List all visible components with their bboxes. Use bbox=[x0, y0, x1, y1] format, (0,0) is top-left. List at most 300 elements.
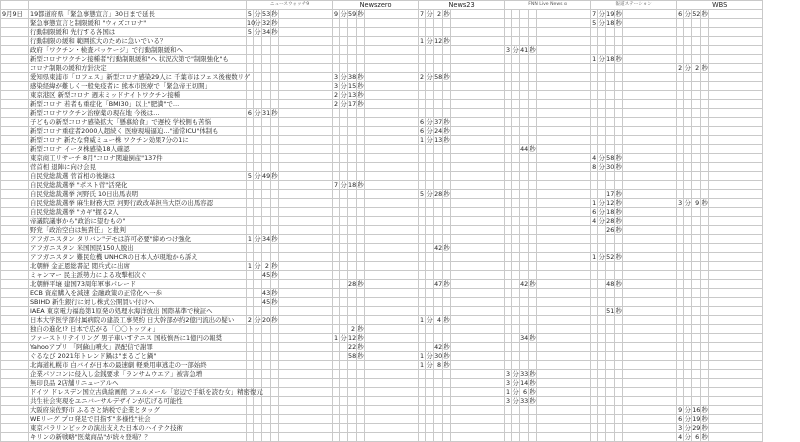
spacer-cell[interactable] bbox=[451, 226, 505, 235]
second-unit-cell[interactable]: 秒 bbox=[443, 127, 450, 135]
spacer-cell[interactable] bbox=[709, 397, 763, 406]
second-unit-cell[interactable] bbox=[443, 199, 451, 208]
minutes-cell[interactable] bbox=[247, 253, 254, 262]
spacer-cell[interactable] bbox=[537, 37, 591, 46]
minute-unit-cell[interactable] bbox=[512, 37, 520, 46]
minute-unit-cell[interactable] bbox=[598, 145, 606, 154]
seconds-cell[interactable] bbox=[348, 19, 357, 28]
spacer-cell[interactable] bbox=[537, 10, 591, 19]
seconds-cell[interactable] bbox=[434, 154, 443, 163]
spacer-cell[interactable] bbox=[451, 46, 505, 55]
minutes-cell[interactable] bbox=[505, 316, 512, 325]
seconds-cell[interactable] bbox=[262, 46, 271, 55]
spacer-cell[interactable] bbox=[537, 172, 591, 181]
spacer-cell[interactable] bbox=[279, 307, 333, 316]
minute-unit-cell[interactable] bbox=[598, 172, 606, 181]
second-unit-cell[interactable] bbox=[701, 325, 709, 334]
second-unit-cell[interactable] bbox=[357, 217, 365, 226]
second-unit-cell[interactable] bbox=[615, 73, 623, 82]
seconds-cell[interactable] bbox=[606, 145, 615, 154]
minute-unit-cell[interactable] bbox=[512, 226, 520, 235]
spacer-cell[interactable] bbox=[537, 109, 591, 118]
minutes-cell[interactable] bbox=[505, 433, 512, 442]
minute-unit-cell[interactable] bbox=[512, 217, 520, 226]
minutes-cell[interactable] bbox=[247, 145, 254, 154]
headline-cell[interactable]: IAEA 東京電力福島第1原発の処理水海洋放出 国際基準で検証へ bbox=[29, 307, 247, 316]
minute-unit-cell[interactable] bbox=[512, 55, 520, 64]
minutes-cell[interactable] bbox=[247, 64, 254, 73]
spacer-cell[interactable] bbox=[365, 379, 419, 388]
seconds-cell[interactable]: 48 bbox=[606, 280, 615, 288]
minutes-cell[interactable]: 1 bbox=[592, 253, 597, 261]
spacer-cell[interactable] bbox=[451, 109, 505, 118]
second-unit-cell[interactable] bbox=[271, 163, 279, 172]
seconds-cell[interactable] bbox=[262, 307, 271, 316]
second-unit-cell[interactable] bbox=[271, 145, 279, 154]
minute-unit-cell[interactable] bbox=[254, 352, 262, 361]
minutes-cell[interactable] bbox=[677, 334, 684, 343]
second-unit-cell[interactable] bbox=[443, 307, 451, 316]
second-unit-cell[interactable]: 秒 bbox=[615, 55, 622, 63]
spacer-cell[interactable] bbox=[365, 415, 419, 424]
headline-cell[interactable]: 東京商工リサーチ 8月"コロナ関連倒産"137件 bbox=[29, 154, 247, 163]
minutes-cell[interactable]: 6 bbox=[678, 10, 683, 18]
minutes-cell[interactable]: 2 bbox=[247, 316, 252, 324]
minutes-cell[interactable] bbox=[677, 163, 684, 172]
second-unit-cell[interactable]: 秒 bbox=[529, 334, 536, 342]
spacer-cell[interactable] bbox=[279, 334, 333, 343]
headline-cell[interactable]: 自民党総裁選挙 河野氏 10日出馬表明 bbox=[29, 190, 247, 199]
minutes-cell[interactable] bbox=[247, 181, 254, 190]
seconds-cell[interactable] bbox=[606, 343, 615, 352]
spacer-cell[interactable] bbox=[623, 73, 677, 82]
minute-unit-cell[interactable]: 分 bbox=[426, 118, 433, 126]
minutes-cell[interactable]: 1 bbox=[420, 37, 425, 45]
seconds-cell[interactable]: 6 bbox=[520, 388, 529, 397]
date-cell[interactable] bbox=[1, 163, 29, 172]
spacer-cell[interactable] bbox=[709, 271, 763, 280]
second-unit-cell[interactable] bbox=[443, 406, 451, 415]
minute-unit-cell[interactable] bbox=[254, 181, 262, 190]
minutes-cell[interactable] bbox=[591, 181, 598, 190]
spacer-cell[interactable] bbox=[365, 262, 419, 271]
seconds-cell[interactable] bbox=[348, 37, 357, 46]
second-unit-cell[interactable] bbox=[529, 154, 537, 163]
date-cell[interactable] bbox=[1, 37, 29, 46]
spacer-cell[interactable] bbox=[451, 10, 505, 19]
second-unit-cell[interactable] bbox=[529, 172, 537, 181]
spacer-cell[interactable] bbox=[279, 361, 333, 370]
minutes-cell[interactable] bbox=[505, 136, 512, 145]
seconds-cell[interactable] bbox=[520, 226, 529, 235]
minutes-cell[interactable] bbox=[677, 325, 684, 334]
minutes-cell[interactable] bbox=[419, 28, 426, 37]
minute-unit-cell[interactable] bbox=[512, 307, 520, 316]
second-unit-cell[interactable] bbox=[701, 136, 709, 145]
spacer-cell[interactable] bbox=[365, 208, 419, 217]
minute-unit-cell[interactable] bbox=[598, 37, 606, 46]
spacer-cell[interactable] bbox=[537, 271, 591, 280]
second-unit-cell[interactable] bbox=[443, 217, 451, 226]
second-unit-cell[interactable] bbox=[529, 208, 537, 217]
minutes-cell[interactable] bbox=[677, 154, 684, 163]
second-unit-cell[interactable]: 秒 bbox=[529, 379, 536, 387]
headline-cell[interactable]: 北海道札幌市 白バイが日本の最速劇 軽乗用車逃走の一部始終 bbox=[29, 361, 247, 370]
minutes-cell[interactable] bbox=[333, 163, 340, 172]
seconds-cell[interactable] bbox=[434, 163, 443, 172]
minutes-cell[interactable] bbox=[333, 28, 340, 37]
minutes-cell[interactable]: 6 bbox=[678, 415, 683, 423]
second-unit-cell[interactable] bbox=[529, 433, 537, 442]
seconds-cell[interactable] bbox=[434, 181, 443, 190]
spacer-cell[interactable] bbox=[537, 316, 591, 325]
headline-cell[interactable]: 東京港区 新型コロナ 週末ミッドナイトワクチン接種 bbox=[29, 91, 247, 100]
second-unit-cell[interactable] bbox=[357, 19, 365, 28]
second-unit-cell[interactable] bbox=[357, 190, 365, 199]
second-unit-cell[interactable] bbox=[357, 226, 365, 235]
spacer-cell[interactable] bbox=[537, 253, 591, 262]
minute-unit-cell[interactable]: 分 bbox=[512, 388, 519, 396]
spacer-cell[interactable] bbox=[451, 343, 505, 352]
second-unit-cell[interactable] bbox=[615, 424, 623, 433]
second-unit-cell[interactable] bbox=[701, 127, 709, 136]
minute-unit-cell[interactable] bbox=[254, 136, 262, 145]
spacer-cell[interactable] bbox=[451, 181, 505, 190]
minutes-cell[interactable] bbox=[591, 226, 598, 235]
minute-unit-cell[interactable] bbox=[340, 28, 348, 37]
second-unit-cell[interactable]: 秒 bbox=[701, 415, 708, 423]
minutes-cell[interactable] bbox=[591, 433, 598, 442]
headline-cell[interactable]: 無印良品 2店舗リニューアルへ bbox=[29, 379, 247, 388]
spacer-cell[interactable] bbox=[451, 172, 505, 181]
second-unit-cell[interactable] bbox=[529, 10, 537, 19]
seconds-cell[interactable] bbox=[692, 397, 701, 406]
minute-unit-cell[interactable] bbox=[598, 28, 606, 37]
spacer-cell[interactable] bbox=[279, 406, 333, 415]
minute-unit-cell[interactable] bbox=[340, 352, 348, 361]
minute-unit-cell[interactable] bbox=[684, 298, 692, 307]
date-cell[interactable] bbox=[1, 406, 29, 415]
minute-unit-cell[interactable] bbox=[340, 64, 348, 73]
second-unit-cell[interactable] bbox=[529, 28, 537, 37]
minute-unit-cell[interactable] bbox=[684, 136, 692, 145]
spacer-cell[interactable] bbox=[365, 190, 419, 199]
spacer-cell[interactable] bbox=[537, 415, 591, 424]
minutes-cell[interactable] bbox=[419, 163, 426, 172]
second-unit-cell[interactable]: 秒 bbox=[271, 235, 278, 243]
minutes-cell[interactable] bbox=[677, 82, 684, 91]
second-unit-cell[interactable]: 秒 bbox=[443, 361, 450, 369]
second-unit-cell[interactable] bbox=[615, 433, 623, 442]
seconds-cell[interactable] bbox=[606, 262, 615, 271]
seconds-cell[interactable]: 44 bbox=[520, 145, 529, 153]
minutes-cell[interactable] bbox=[505, 55, 512, 64]
spacer-cell[interactable] bbox=[623, 55, 677, 64]
seconds-cell[interactable] bbox=[262, 361, 271, 370]
spacer-cell[interactable] bbox=[537, 190, 591, 199]
second-unit-cell[interactable] bbox=[701, 226, 709, 235]
minute-unit-cell[interactable] bbox=[512, 280, 520, 289]
spacer-cell[interactable] bbox=[537, 100, 591, 109]
seconds-cell[interactable] bbox=[692, 271, 701, 280]
minutes-cell[interactable] bbox=[333, 172, 340, 181]
seconds-cell[interactable] bbox=[348, 361, 357, 370]
minute-unit-cell[interactable] bbox=[512, 208, 520, 217]
seconds-cell[interactable] bbox=[348, 235, 357, 244]
second-unit-cell[interactable] bbox=[701, 289, 709, 298]
spacer-cell[interactable] bbox=[451, 136, 505, 145]
minute-unit-cell[interactable] bbox=[684, 109, 692, 118]
second-unit-cell[interactable]: 秒 bbox=[357, 91, 364, 99]
minutes-cell[interactable] bbox=[333, 145, 340, 154]
spacer-cell[interactable] bbox=[623, 415, 677, 424]
minute-unit-cell[interactable] bbox=[598, 73, 606, 82]
minute-unit-cell[interactable] bbox=[684, 19, 692, 28]
minute-unit-cell[interactable] bbox=[598, 46, 606, 55]
spacer-cell[interactable] bbox=[451, 433, 505, 442]
spacer-cell[interactable] bbox=[365, 10, 419, 19]
spacer-cell[interactable] bbox=[365, 406, 419, 415]
seconds-cell[interactable] bbox=[434, 217, 443, 226]
minute-unit-cell[interactable] bbox=[512, 298, 520, 307]
minutes-cell[interactable] bbox=[677, 226, 684, 235]
seconds-cell[interactable] bbox=[692, 109, 701, 118]
minutes-cell[interactable] bbox=[419, 235, 426, 244]
second-unit-cell[interactable] bbox=[357, 388, 365, 397]
seconds-cell[interactable] bbox=[520, 172, 529, 181]
minute-unit-cell[interactable] bbox=[598, 325, 606, 334]
seconds-cell[interactable] bbox=[692, 352, 701, 361]
seconds-cell[interactable] bbox=[348, 316, 357, 325]
seconds-cell[interactable]: 58 bbox=[434, 73, 443, 81]
date-cell[interactable] bbox=[1, 325, 29, 334]
seconds-cell[interactable]: 32 bbox=[262, 19, 271, 27]
minutes-cell[interactable] bbox=[419, 406, 426, 415]
seconds-cell[interactable]: 18 bbox=[348, 181, 357, 189]
spacer-cell[interactable] bbox=[279, 271, 333, 280]
spacer-cell[interactable] bbox=[451, 406, 505, 415]
minutes-cell[interactable] bbox=[591, 379, 598, 388]
spacer-cell[interactable] bbox=[537, 91, 591, 100]
seconds-cell[interactable] bbox=[692, 334, 701, 343]
seconds-cell[interactable] bbox=[434, 433, 443, 442]
spacer-cell[interactable] bbox=[365, 172, 419, 181]
date-cell[interactable] bbox=[1, 307, 29, 316]
second-unit-cell[interactable] bbox=[701, 163, 709, 172]
seconds-cell[interactable] bbox=[520, 28, 529, 37]
minute-unit-cell[interactable] bbox=[512, 406, 520, 415]
minute-unit-cell[interactable] bbox=[598, 100, 606, 109]
minutes-cell[interactable] bbox=[505, 190, 512, 199]
second-unit-cell[interactable]: 秒 bbox=[701, 433, 708, 441]
spacer-cell[interactable] bbox=[537, 280, 591, 289]
seconds-cell[interactable] bbox=[606, 433, 615, 442]
spacer-cell[interactable] bbox=[623, 235, 677, 244]
spacer-cell[interactable] bbox=[537, 379, 591, 388]
minutes-cell[interactable] bbox=[333, 325, 340, 334]
seconds-cell[interactable] bbox=[434, 289, 443, 298]
second-unit-cell[interactable] bbox=[443, 28, 451, 37]
minutes-cell[interactable] bbox=[333, 19, 340, 28]
minutes-cell[interactable] bbox=[591, 37, 598, 46]
minutes-cell[interactable] bbox=[677, 109, 684, 118]
minute-unit-cell[interactable] bbox=[254, 100, 262, 109]
second-unit-cell[interactable]: 秒 bbox=[443, 352, 450, 360]
second-unit-cell[interactable] bbox=[271, 217, 279, 226]
seconds-cell[interactable] bbox=[348, 262, 357, 271]
date-cell[interactable] bbox=[1, 82, 29, 91]
seconds-cell[interactable]: 43 bbox=[262, 289, 271, 297]
spacer-cell[interactable] bbox=[709, 127, 763, 136]
spacer-cell[interactable] bbox=[279, 298, 333, 307]
seconds-cell[interactable] bbox=[434, 199, 443, 208]
minutes-cell[interactable] bbox=[505, 325, 512, 334]
minute-unit-cell[interactable] bbox=[598, 262, 606, 271]
minute-unit-cell[interactable] bbox=[512, 199, 520, 208]
seconds-cell[interactable]: 28 bbox=[434, 190, 443, 198]
spacer-cell[interactable] bbox=[623, 136, 677, 145]
minute-unit-cell[interactable] bbox=[598, 91, 606, 100]
minutes-cell[interactable] bbox=[505, 298, 512, 307]
seconds-cell[interactable] bbox=[520, 307, 529, 316]
second-unit-cell[interactable]: 秒 bbox=[701, 64, 708, 72]
minutes-cell[interactable] bbox=[677, 262, 684, 271]
second-unit-cell[interactable] bbox=[357, 289, 365, 298]
spacer-cell[interactable] bbox=[365, 397, 419, 406]
seconds-cell[interactable] bbox=[348, 370, 357, 379]
minutes-cell[interactable] bbox=[505, 199, 512, 208]
second-unit-cell[interactable] bbox=[529, 190, 537, 199]
spacer-cell[interactable] bbox=[709, 91, 763, 100]
minute-unit-cell[interactable] bbox=[426, 109, 434, 118]
seconds-cell[interactable] bbox=[692, 298, 701, 307]
seconds-cell[interactable] bbox=[348, 379, 357, 388]
seconds-cell[interactable] bbox=[348, 397, 357, 406]
minutes-cell[interactable] bbox=[333, 289, 340, 298]
spacer-cell[interactable] bbox=[365, 199, 419, 208]
minute-unit-cell[interactable] bbox=[598, 235, 606, 244]
minute-unit-cell[interactable] bbox=[340, 406, 348, 415]
seconds-cell[interactable] bbox=[520, 352, 529, 361]
spacer-cell[interactable] bbox=[537, 145, 591, 154]
minutes-cell[interactable] bbox=[505, 271, 512, 280]
minutes-cell[interactable] bbox=[419, 100, 426, 109]
minute-unit-cell[interactable] bbox=[340, 55, 348, 64]
seconds-cell[interactable] bbox=[692, 316, 701, 325]
second-unit-cell[interactable] bbox=[271, 82, 279, 91]
minute-unit-cell[interactable] bbox=[340, 388, 348, 397]
second-unit-cell[interactable] bbox=[529, 343, 537, 352]
spacer-cell[interactable] bbox=[451, 208, 505, 217]
minute-unit-cell[interactable] bbox=[426, 307, 434, 316]
minutes-cell[interactable] bbox=[419, 397, 426, 406]
seconds-cell[interactable] bbox=[262, 136, 271, 145]
minute-unit-cell[interactable] bbox=[426, 406, 434, 415]
date-cell[interactable] bbox=[1, 298, 29, 307]
minute-unit-cell[interactable] bbox=[598, 244, 606, 253]
minutes-cell[interactable] bbox=[591, 361, 598, 370]
headline-cell[interactable]: 自民党総裁選挙 "カギ"握る2人 bbox=[29, 208, 247, 217]
minute-unit-cell[interactable] bbox=[598, 361, 606, 370]
seconds-cell[interactable] bbox=[262, 406, 271, 415]
minute-unit-cell[interactable] bbox=[340, 316, 348, 325]
minute-unit-cell[interactable] bbox=[684, 127, 692, 136]
date-cell[interactable] bbox=[1, 397, 29, 406]
spacer-cell[interactable] bbox=[279, 352, 333, 361]
minutes-cell[interactable] bbox=[247, 154, 254, 163]
spacer-cell[interactable] bbox=[365, 235, 419, 244]
second-unit-cell[interactable] bbox=[271, 325, 279, 334]
date-cell[interactable] bbox=[1, 262, 29, 271]
minute-unit-cell[interactable] bbox=[598, 415, 606, 424]
spacer-cell[interactable] bbox=[623, 19, 677, 28]
seconds-cell[interactable]: 16 bbox=[692, 406, 701, 414]
second-unit-cell[interactable] bbox=[615, 388, 623, 397]
spacer-cell[interactable] bbox=[537, 424, 591, 433]
minutes-cell[interactable] bbox=[247, 397, 254, 406]
second-unit-cell[interactable] bbox=[357, 199, 365, 208]
minutes-cell[interactable] bbox=[505, 91, 512, 100]
second-unit-cell[interactable] bbox=[615, 406, 623, 415]
second-unit-cell[interactable]: 秒 bbox=[357, 73, 364, 81]
minutes-cell[interactable] bbox=[677, 73, 684, 82]
second-unit-cell[interactable] bbox=[615, 271, 623, 280]
headline-cell[interactable]: SBIHD 新生銀行に対し株式公開買い付けへ bbox=[29, 298, 247, 307]
spacer-cell[interactable] bbox=[623, 118, 677, 127]
minutes-cell[interactable] bbox=[247, 199, 254, 208]
spacer-cell[interactable] bbox=[623, 82, 677, 91]
seconds-cell[interactable] bbox=[606, 424, 615, 433]
minutes-cell[interactable] bbox=[247, 433, 254, 442]
headline-cell[interactable]: 政府「ワクチン・検査パッケージ」で行動制限緩和へ bbox=[29, 46, 247, 55]
seconds-cell[interactable] bbox=[520, 10, 529, 19]
minute-unit-cell[interactable] bbox=[340, 298, 348, 307]
headline-cell[interactable]: 19都道府県「緊急事態宣言」30日まで延長 bbox=[29, 10, 247, 19]
second-unit-cell[interactable] bbox=[615, 37, 623, 46]
second-unit-cell[interactable] bbox=[529, 253, 537, 262]
seconds-cell[interactable] bbox=[348, 154, 357, 163]
seconds-cell[interactable] bbox=[434, 55, 443, 64]
second-unit-cell[interactable] bbox=[271, 181, 279, 190]
minute-unit-cell[interactable] bbox=[426, 145, 434, 154]
seconds-cell[interactable] bbox=[348, 208, 357, 217]
second-unit-cell[interactable]: 秒 bbox=[357, 181, 364, 189]
second-unit-cell[interactable] bbox=[701, 118, 709, 127]
headline-cell[interactable]: 新型コロナワクチン接種者"行動制限緩和"へ 状況次第で"制限強化"も bbox=[29, 55, 247, 64]
spacer-cell[interactable] bbox=[279, 226, 333, 235]
minutes-cell[interactable]: 4 bbox=[592, 154, 597, 162]
date-cell[interactable] bbox=[1, 361, 29, 370]
spacer-cell[interactable] bbox=[709, 226, 763, 235]
spacer-cell[interactable] bbox=[451, 325, 505, 334]
seconds-cell[interactable]: 4 bbox=[434, 316, 443, 325]
second-unit-cell[interactable] bbox=[701, 352, 709, 361]
second-unit-cell[interactable] bbox=[615, 244, 623, 253]
spacer-cell[interactable] bbox=[709, 172, 763, 181]
spacer-cell[interactable] bbox=[279, 199, 333, 208]
minute-unit-cell[interactable] bbox=[512, 343, 520, 352]
minutes-cell[interactable] bbox=[247, 37, 254, 46]
seconds-cell[interactable] bbox=[434, 100, 443, 109]
spacer-cell[interactable] bbox=[709, 370, 763, 379]
minute-unit-cell[interactable] bbox=[512, 19, 520, 28]
minute-unit-cell[interactable] bbox=[340, 415, 348, 424]
minutes-cell[interactable] bbox=[677, 37, 684, 46]
spacer-cell[interactable] bbox=[709, 82, 763, 91]
seconds-cell[interactable] bbox=[348, 136, 357, 145]
minutes-cell[interactable] bbox=[333, 361, 340, 370]
minute-unit-cell[interactable] bbox=[684, 154, 692, 163]
